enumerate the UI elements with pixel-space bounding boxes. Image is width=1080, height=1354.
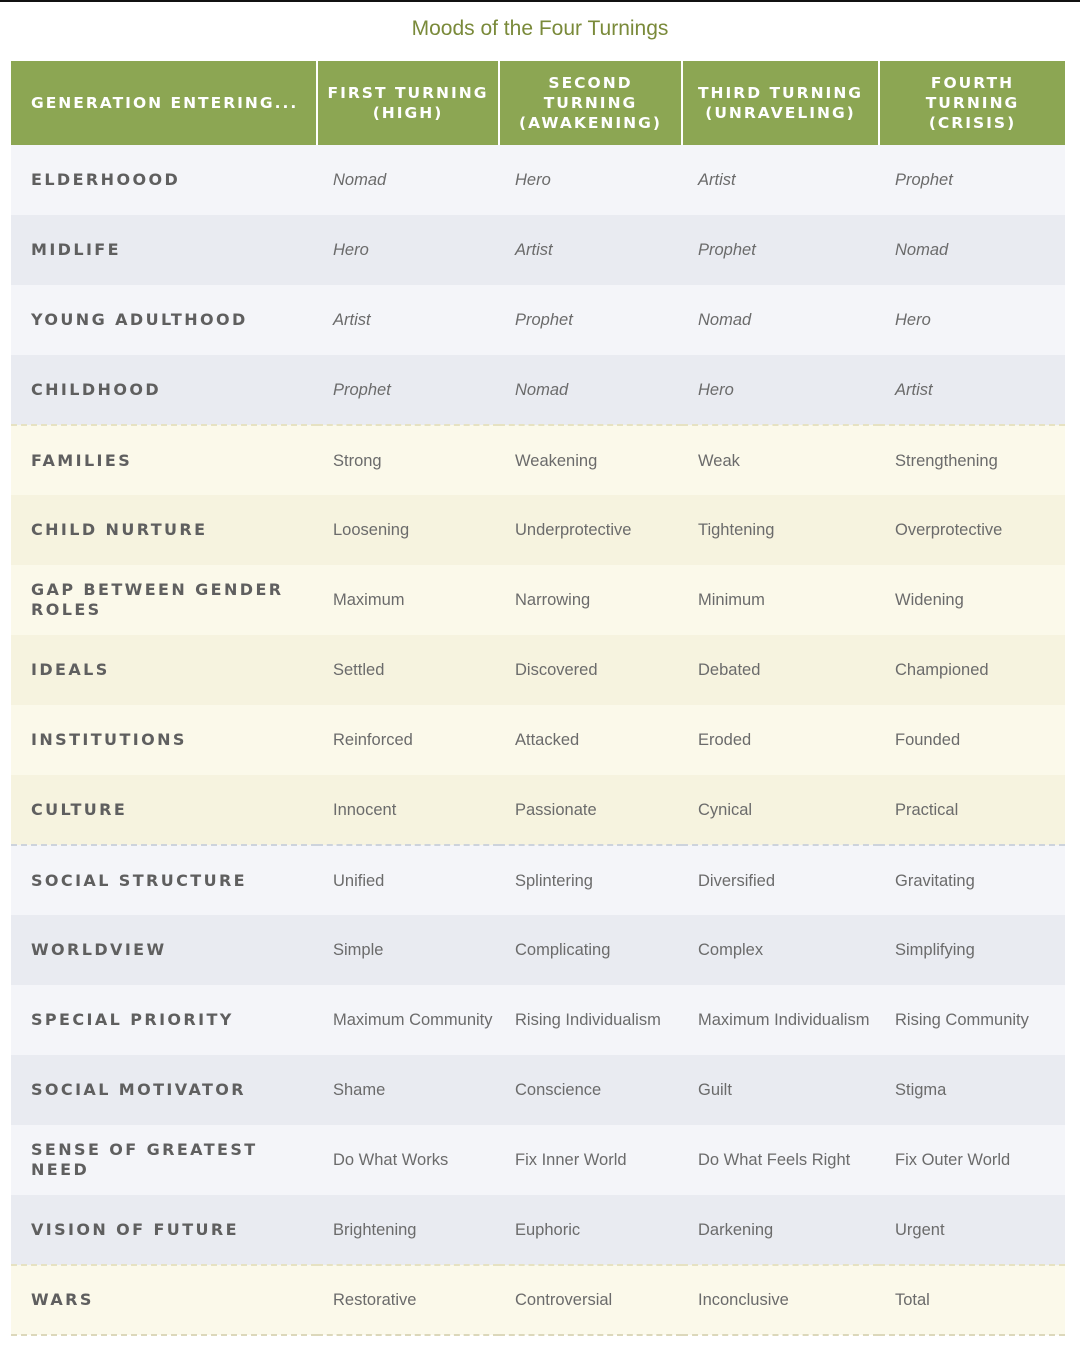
- table-row: [11, 355, 1065, 425]
- cell-first-turning: Innocent: [317, 775, 499, 845]
- cell-third-turning: Do What Feels Right: [682, 1125, 879, 1195]
- cell-third-turning: Inconclusive: [682, 1265, 879, 1335]
- cell-fourth-turning: Hero: [879, 285, 1065, 355]
- row-label: GAP BETWEEN GENDER ROLES: [11, 565, 317, 635]
- table-header-row: [11, 61, 1065, 145]
- header-second-turning: SECOND TURNING (AWAKENING): [499, 61, 682, 145]
- cell-second-turning: Hero: [499, 145, 682, 215]
- header-third-turning: THIRD TURNING (UNRAVELING): [682, 61, 879, 145]
- cell-second-turning: Complicating: [499, 915, 682, 985]
- row-label: SENSE OF GREATEST NEED: [11, 1125, 317, 1195]
- cell-first-turning: Do What Works: [317, 1125, 499, 1195]
- table-row: [11, 985, 1065, 1055]
- cell-first-turning: Nomad: [317, 145, 499, 215]
- cell-first-turning: Maximum Community: [317, 985, 499, 1055]
- cell-third-turning: Darkening: [682, 1195, 879, 1265]
- cell-fourth-turning: Strengthening: [879, 425, 1065, 495]
- table-row: [11, 915, 1065, 985]
- cell-second-turning: Fix Inner World: [499, 1125, 682, 1195]
- table-row: [11, 635, 1065, 705]
- row-label: CULTURE: [11, 775, 317, 845]
- cell-fourth-turning: Urgent: [879, 1195, 1065, 1265]
- cell-second-turning: Weakening: [499, 425, 682, 495]
- cell-fourth-turning: Fix Outer World: [879, 1125, 1065, 1195]
- cell-fourth-turning: Practical: [879, 775, 1065, 845]
- cell-third-turning: Artist: [682, 145, 879, 215]
- table-row: [11, 285, 1065, 355]
- table-row: [11, 1195, 1065, 1265]
- cell-fourth-turning: Overprotective: [879, 495, 1065, 565]
- cell-third-turning: Minimum: [682, 565, 879, 635]
- cell-second-turning: Artist: [499, 215, 682, 285]
- row-label: SOCIAL STRUCTURE: [11, 845, 317, 915]
- table-row: [11, 1265, 1065, 1335]
- cell-fourth-turning: Stigma: [879, 1055, 1065, 1125]
- cell-third-turning: Tightening: [682, 495, 879, 565]
- cell-first-turning: Loosening: [317, 495, 499, 565]
- table-row: [11, 1125, 1065, 1195]
- row-label: INSTITUTIONS: [11, 705, 317, 775]
- cell-first-turning: Artist: [317, 285, 499, 355]
- row-label: VISION OF FUTURE: [11, 1195, 317, 1265]
- cell-first-turning: Prophet: [317, 355, 499, 425]
- cell-third-turning: Hero: [682, 355, 879, 425]
- table-row: [11, 565, 1065, 635]
- cell-second-turning: Rising Individualism: [499, 985, 682, 1055]
- cell-first-turning: Hero: [317, 215, 499, 285]
- table-row: [11, 1055, 1065, 1125]
- cell-third-turning: Cynical: [682, 775, 879, 845]
- cell-third-turning: Weak: [682, 425, 879, 495]
- cell-third-turning: Nomad: [682, 285, 879, 355]
- row-label: YOUNG ADULTHOOD: [11, 285, 317, 355]
- cell-second-turning: Splintering: [499, 845, 682, 915]
- cell-fourth-turning: Founded: [879, 705, 1065, 775]
- cell-third-turning: Prophet: [682, 215, 879, 285]
- table-row: [11, 495, 1065, 565]
- header-generation-entering: GENERATION ENTERING...: [11, 61, 317, 145]
- cell-third-turning: Maximum Individualism: [682, 985, 879, 1055]
- cell-second-turning: Controversial: [499, 1265, 682, 1335]
- header-first-turning: FIRST TURNING (HIGH): [317, 61, 499, 145]
- cell-second-turning: Narrowing: [499, 565, 682, 635]
- cell-second-turning: Euphoric: [499, 1195, 682, 1265]
- cell-fourth-turning: Simplifying: [879, 915, 1065, 985]
- row-label: CHILD NURTURE: [11, 495, 317, 565]
- row-label: WORLDVIEW: [11, 915, 317, 985]
- row-label: SPECIAL PRIORITY: [11, 985, 317, 1055]
- row-label: MIDLIFE: [11, 215, 317, 285]
- cell-third-turning: Diversified: [682, 845, 879, 915]
- table-row: [11, 845, 1065, 915]
- cell-second-turning: Underprotective: [499, 495, 682, 565]
- cell-second-turning: Nomad: [499, 355, 682, 425]
- cell-second-turning: Attacked: [499, 705, 682, 775]
- cell-second-turning: Prophet: [499, 285, 682, 355]
- cell-first-turning: Restorative: [317, 1265, 499, 1335]
- cell-first-turning: Maximum: [317, 565, 499, 635]
- cell-first-turning: Unified: [317, 845, 499, 915]
- cell-fourth-turning: Gravitating: [879, 845, 1065, 915]
- cell-second-turning: Passionate: [499, 775, 682, 845]
- cell-first-turning: Shame: [317, 1055, 499, 1125]
- header-fourth-turning: FOURTH TURNING (CRISIS): [879, 61, 1065, 145]
- row-label: FAMILIES: [11, 425, 317, 495]
- cell-third-turning: Complex: [682, 915, 879, 985]
- cell-third-turning: Guilt: [682, 1055, 879, 1125]
- page-title: Moods of the Four Turnings: [411, 17, 669, 40]
- four-turnings-table: [11, 61, 1065, 1336]
- table-row: [11, 775, 1065, 845]
- cell-fourth-turning: Nomad: [879, 215, 1065, 285]
- cell-fourth-turning: Prophet: [879, 145, 1065, 215]
- table-row: [11, 425, 1065, 495]
- row-label: WARS: [11, 1265, 317, 1335]
- table-row: [11, 145, 1065, 215]
- cell-second-turning: Conscience: [499, 1055, 682, 1125]
- cell-first-turning: Strong: [317, 425, 499, 495]
- row-label: IDEALS: [11, 635, 317, 705]
- cell-fourth-turning: Total: [879, 1265, 1065, 1335]
- row-label: SOCIAL MOTIVATOR: [11, 1055, 317, 1125]
- top-border-line: [0, 0, 1080, 2]
- cell-third-turning: Debated: [682, 635, 879, 705]
- cell-first-turning: Simple: [317, 915, 499, 985]
- row-label: CHILDHOOD: [11, 355, 317, 425]
- cell-fourth-turning: Rising Community: [879, 985, 1065, 1055]
- cell-first-turning: Reinforced: [317, 705, 499, 775]
- table-row: [11, 705, 1065, 775]
- cell-first-turning: Settled: [317, 635, 499, 705]
- cell-fourth-turning: Championed: [879, 635, 1065, 705]
- cell-first-turning: Brightening: [317, 1195, 499, 1265]
- row-label: ELDERHOOOD: [11, 145, 317, 215]
- table-row: [11, 215, 1065, 285]
- cell-second-turning: Discovered: [499, 635, 682, 705]
- cell-fourth-turning: Widening: [879, 565, 1065, 635]
- cell-fourth-turning: Artist: [879, 355, 1065, 425]
- cell-third-turning: Eroded: [682, 705, 879, 775]
